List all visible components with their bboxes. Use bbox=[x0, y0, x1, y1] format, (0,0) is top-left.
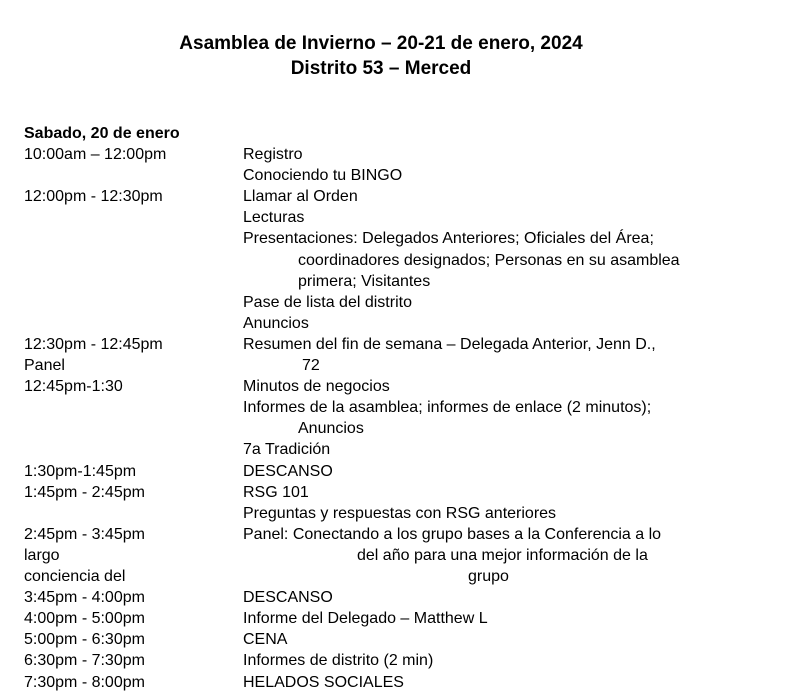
schedule-description: coordinadores designados; Personas en su asamblea bbox=[298, 251, 680, 269]
schedule-time: 12:45pm-1:30 bbox=[24, 378, 123, 396]
schedule-description: Informe del Delegado – Matthew L bbox=[243, 610, 488, 628]
document-subtitle: Distrito 53 – Merced bbox=[290, 58, 472, 79]
schedule-description: Anuncios bbox=[243, 314, 309, 332]
schedule-description: Panel: Conectando a los grupo bases a la Conferencia a lo bbox=[243, 525, 662, 543]
schedule-time: 4:00pm - 5:00pm bbox=[24, 610, 145, 628]
schedule-time: 1:45pm - 2:45pm bbox=[24, 483, 145, 501]
schedule-description: grupo bbox=[468, 568, 509, 585]
schedule-description: Anuncios bbox=[298, 420, 364, 438]
schedule-time: 10:00am – 12:00pm bbox=[24, 146, 167, 163]
schedule-description: 7a Tradición bbox=[243, 441, 331, 459]
schedule-description: Conociendo tu BINGO bbox=[243, 167, 403, 185]
schedule-description: Registro bbox=[243, 146, 303, 163]
schedule-time: Panel bbox=[24, 357, 65, 374]
schedule-time: 12:30pm - 12:45pm bbox=[24, 335, 163, 353]
schedule-description: Lecturas bbox=[243, 209, 305, 227]
schedule-description: Minutos de negocios bbox=[243, 378, 390, 396]
schedule-time: 12:00pm - 12:30pm bbox=[24, 188, 163, 206]
schedule-description: DESCANSO bbox=[243, 462, 333, 480]
schedule-description: DESCANSO bbox=[243, 589, 333, 607]
schedule-time: 5:00pm - 6:30pm bbox=[24, 631, 145, 649]
schedule-time: 1:30pm-1:45pm bbox=[24, 462, 137, 480]
schedule-description: Informes de la asamblea; informes de enlace (2 minutos); bbox=[243, 399, 652, 417]
schedule-time: 7:30pm - 8:00pm bbox=[24, 673, 145, 691]
schedule-description: del año para una mejor información de la bbox=[357, 546, 648, 564]
schedule-description: Resumen del fin de semana – Delegada Anterior, Jenn D., bbox=[243, 335, 656, 353]
schedule-description: 72 bbox=[302, 357, 320, 374]
document-title: Asamblea de Invierno – 20-21 de enero, 2024 bbox=[179, 33, 583, 54]
schedule-description: Informes de distrito (2 min) bbox=[243, 652, 434, 670]
schedule-description: HELADOS SOCIALES bbox=[243, 673, 404, 691]
schedule-description: Preguntas y respuestas con RSG anteriores bbox=[243, 504, 557, 522]
schedule-description: RSG 101 bbox=[243, 483, 309, 501]
schedule-time: conciencia del bbox=[24, 568, 126, 585]
schedule-description: Llamar al Orden bbox=[243, 188, 358, 206]
schedule-description: Presentaciones: Delegados Anteriores; Oficiales del Área; bbox=[243, 230, 654, 248]
schedule-time: largo bbox=[24, 546, 60, 564]
schedule-description: Pase de lista del distrito bbox=[243, 293, 412, 311]
schedule-time: 2:45pm - 3:45pm bbox=[24, 525, 145, 543]
schedule-description: CENA bbox=[243, 631, 288, 649]
schedule-description: primera; Visitantes bbox=[298, 272, 431, 290]
schedule-time: 6:30pm - 7:30pm bbox=[24, 652, 145, 670]
day-heading: Sabado, 20 de enero bbox=[24, 125, 180, 142]
schedule-time: 3:45pm - 4:00pm bbox=[24, 589, 145, 607]
